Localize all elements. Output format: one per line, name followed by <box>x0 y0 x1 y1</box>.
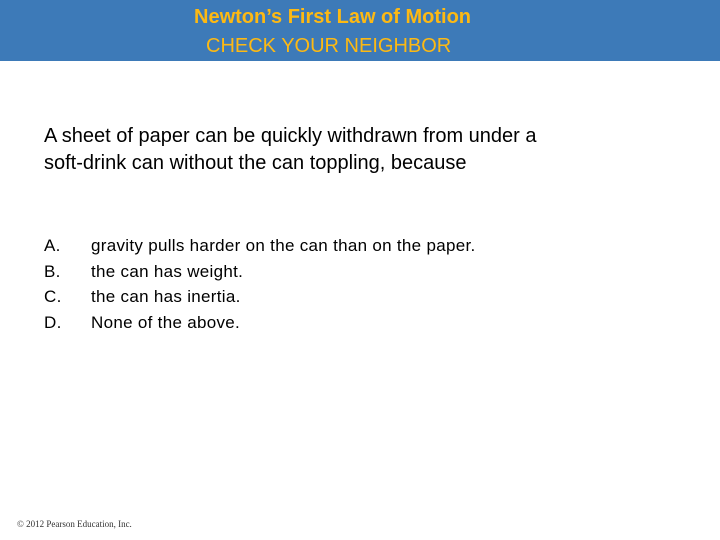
slide-title: Newton’s First Law of Motion <box>194 6 472 28</box>
option-text: the can has weight. <box>91 261 244 281</box>
header-bar <box>0 0 720 61</box>
option-letter: C. <box>44 287 62 306</box>
copyright-notice: © 2012 Pearson Education, Inc. <box>17 519 132 529</box>
option-text: None of the above. <box>91 312 241 332</box>
option-letter: D. <box>44 312 62 332</box>
slide-subtitle: CHECK YOUR NEIGHBOR <box>206 35 452 57</box>
question-line-1: A sheet of paper can be quickly withdrawn from under a <box>44 125 537 147</box>
question-line-2: soft-drink can without the can toppling, because <box>44 152 467 174</box>
question-text <box>44 123 684 177</box>
option-text: the can has inertia. <box>91 287 241 306</box>
option-text: gravity pulls harder on the can than on the paper. <box>91 236 476 255</box>
option-letter: B. <box>44 261 61 281</box>
option-letter: A. <box>44 236 61 255</box>
